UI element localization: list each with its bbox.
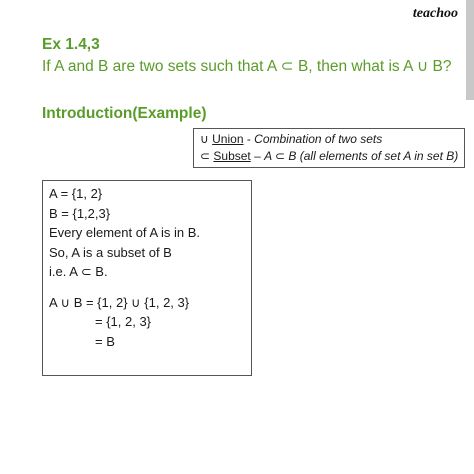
legend-union-row: [200, 131, 458, 148]
example-line-every-element: Every element of A is in B.: [49, 225, 201, 240]
example-line-subset-notation: i.e. A ⊂ B.: [49, 264, 108, 279]
brand-logo: teachoo: [412, 6, 458, 21]
exercise-label: Ex 1.4,3: [42, 36, 100, 53]
union-description: Combination of two sets: [254, 132, 383, 146]
subset-separator: –: [250, 149, 265, 163]
section-title: Introduction(Example): [42, 105, 207, 122]
union-separator: -: [243, 132, 255, 146]
subset-term: Subset: [213, 149, 251, 163]
example-line-subset-claim: So, A is a subset of B: [49, 244, 172, 260]
example-calc-union: A ∪ B = {1, 2} ∪ {1, 2, 3}: [49, 294, 190, 310]
scrollbar-thumb[interactable]: [466, 0, 474, 100]
subset-symbol: ⊂: [200, 149, 211, 163]
legend-subset-row: [200, 148, 458, 165]
example-calc-result: = {1, 2, 3}: [95, 314, 152, 329]
subset-description: A ⊂ B (all elements of set A in set B): [264, 149, 459, 163]
example-calc-equals-b: = B: [95, 333, 115, 349]
question-text: If A and B are two sets such that A ⊂ B, then what is A ∪ B?: [42, 58, 452, 75]
example-box: [42, 180, 252, 376]
example-line-set-a: A = {1, 2}: [49, 186, 103, 201]
legend-box: [193, 128, 465, 168]
example-line-set-b: B = {1,2,3}: [49, 205, 111, 221]
union-term: Union: [212, 132, 244, 146]
union-symbol: ∪: [200, 132, 209, 146]
example-spacer: [49, 282, 245, 293]
